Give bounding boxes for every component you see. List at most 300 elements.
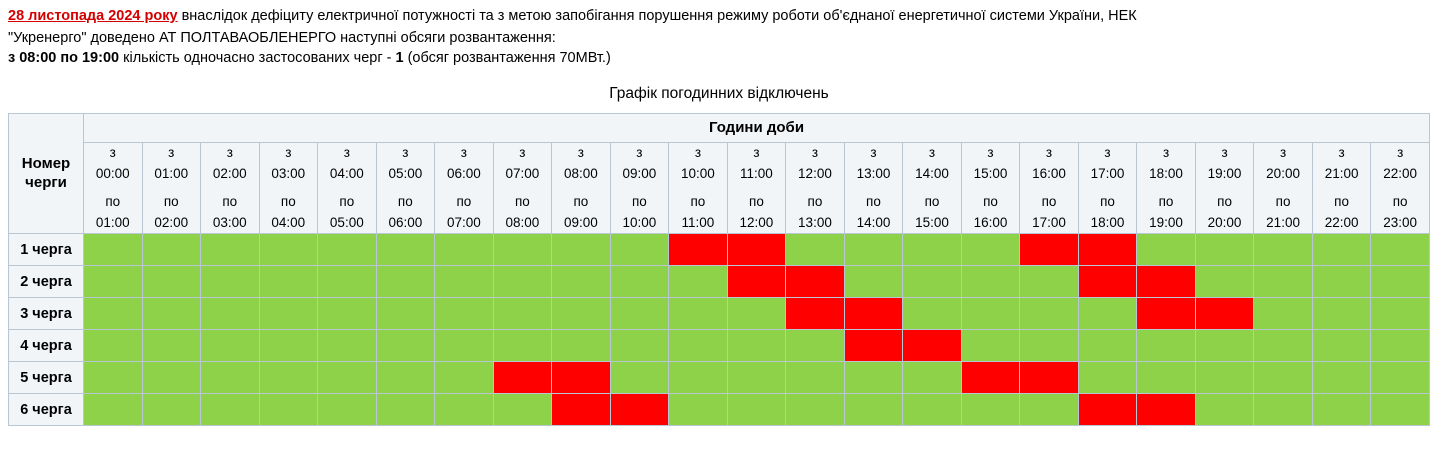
outage-cell-on [961,266,1020,298]
intro-line-1 [8,6,1430,27]
hour-header-gap [1079,185,1137,192]
hour-from-value: 16:00 [1032,165,1066,181]
hour-header-gap [435,185,493,192]
outage-cell-off [844,298,903,330]
hour-from-prefix: з [460,144,467,160]
hour-to-prefix: по [280,193,296,209]
hour-to-value: 19:00 [1149,214,1183,230]
hour-column-header [1312,142,1371,234]
outage-cell-off [844,330,903,362]
hour-header-gap [1254,185,1312,192]
queue-row-label: 1 черга [9,234,84,266]
hour-to-value: 03:00 [212,214,247,230]
outage-cell-on [435,330,494,362]
hour-from-value: 12:00 [798,165,832,181]
queue-header-cell [9,113,84,234]
outage-cell-off [552,394,611,426]
outage-cell-on [961,330,1020,362]
outage-cell-on [844,234,903,266]
outage-cell-on [669,266,728,298]
outage-cell-on [786,362,845,394]
hour-to-value: 09:00 [563,214,598,230]
hour-to-value: 02:00 [154,214,189,230]
outage-cell-off [1078,234,1137,266]
outage-cell-on [493,298,552,330]
hour-from-prefix: з [1338,144,1345,160]
intro-date: 28 листопада 2024 року [8,8,178,24]
outage-cell-on [201,394,260,426]
hour-column-header [610,142,669,234]
outage-cell-off [727,266,786,298]
outage-cell-on [844,394,903,426]
hour-header-gap [845,185,903,192]
hours-header-row [9,113,1430,142]
outage-cell-on [435,362,494,394]
outage-cell-on [1254,234,1313,266]
outage-cell-on [84,330,143,362]
hour-from-value: 07:00 [505,165,540,181]
outage-cell-on [1371,298,1430,330]
hour-from-prefix: з [1104,144,1111,160]
schedule-table [8,113,1430,427]
hour-to-prefix: по [222,193,238,209]
outage-cell-on [786,394,845,426]
outage-cell-on [1195,394,1254,426]
hour-column-header [961,142,1020,234]
queue-row-label: 4 черга [9,330,84,362]
hour-column-header [142,142,201,234]
hour-header-gap [611,185,669,192]
outage-cell-on [376,330,435,362]
hour-column-header [435,142,494,234]
hour-from-value: 06:00 [446,165,481,181]
table-row [9,234,1430,266]
intro-line-1-rest: внаслідок дефіциту електричної потужності та з метою запобігання порушення режиму роботи об'єднаної енергетичної системи України, НЕК [177,8,1137,24]
outage-cell-on [84,266,143,298]
hour-from-prefix: з [928,144,936,160]
schedule-table-body [9,234,1430,426]
hour-from-prefix: з [753,144,760,160]
hour-from-value: 10:00 [681,165,715,181]
hour-to-value: 15:00 [915,214,949,230]
outage-cell-off [786,266,845,298]
hour-to-value: 16:00 [973,214,1008,230]
intro-line-3-mid: кількість одночасно застосованих черг - [119,50,396,67]
hour-from-prefix: з [402,144,409,160]
outage-cell-on [727,298,786,330]
queue-row-label: 6 черга [9,394,84,426]
hour-to-prefix: по [456,193,472,209]
hour-from-prefix: з [694,144,702,160]
outage-cell-on [318,362,377,394]
hour-from-value: 08:00 [563,165,598,181]
hour-from-value: 03:00 [271,165,306,181]
hour-header-gap [260,185,318,192]
outage-cell-on [1254,298,1313,330]
hour-to-prefix: по [573,193,589,209]
table-row [9,394,1430,426]
hour-header-gap [552,185,610,192]
outage-cell-on [435,394,494,426]
hour-header-gap [1020,185,1078,192]
outage-cell-on [552,298,611,330]
outage-cell-on [552,330,611,362]
hour-from-value: 14:00 [915,165,949,181]
outage-cell-on [552,234,611,266]
outage-cell-on [142,362,201,394]
hour-header-gap [728,185,786,192]
outage-cell-on [376,298,435,330]
hour-from-prefix: з [870,144,877,160]
outage-cell-on [142,266,201,298]
outage-cell-on [259,298,318,330]
outage-cell-on [1020,394,1079,426]
hour-from-prefix: з [1045,144,1053,160]
hour-from-prefix: з [1221,144,1228,160]
hour-from-value: 17:00 [1090,165,1125,181]
hour-to-value: 20:00 [1207,214,1242,230]
outage-cell-on [1371,394,1430,426]
outage-cell-on [669,330,728,362]
outage-cell-on [961,394,1020,426]
outage-cell-on [142,330,201,362]
outage-cell-off [610,394,669,426]
hour-to-value: 11:00 [681,214,715,230]
hour-header-gap [1137,185,1195,192]
outage-cell-on [84,394,143,426]
hour-column-header [786,142,845,234]
hour-to-value: 17:00 [1032,214,1066,230]
hour-from-value: 19:00 [1207,165,1242,181]
intro-time-range: з 08:00 по 19:00 [8,50,120,67]
hour-header-gap [143,185,201,192]
hour-to-value: 18:00 [1090,214,1125,230]
outage-cell-on [493,330,552,362]
hour-column-header [1195,142,1254,234]
hour-column-header [844,142,903,234]
hour-from-prefix: з [1279,144,1287,160]
hour-to-prefix: по [339,193,355,209]
outage-cell-off [669,234,728,266]
outage-cell-on [1312,330,1371,362]
outage-cell-on [259,394,318,426]
outage-cell-off [1137,266,1196,298]
hour-to-value: 23:00 [1383,214,1418,230]
outage-cell-on [201,234,260,266]
outage-cell-off [961,362,1020,394]
hour-header-gap [669,185,727,192]
outage-cell-on [903,362,962,394]
table-row [9,330,1430,362]
outage-cell-on [844,266,903,298]
table-row [9,362,1430,394]
hour-from-value: 00:00 [95,165,130,181]
schedule-table-wrapper [0,113,1438,427]
schedule-table-head [9,113,1430,234]
outage-cell-on [435,266,494,298]
hour-header-gap [1196,185,1254,192]
outage-cell-on [493,234,552,266]
hour-to-value: 10:00 [622,214,657,230]
hour-from-prefix: з [168,144,175,160]
outage-cell-on [1312,362,1371,394]
outage-cell-on [610,362,669,394]
hour-from-value: 18:00 [1149,165,1183,181]
outage-cell-on [552,266,611,298]
hour-column-header [84,142,143,234]
outage-cell-on [142,234,201,266]
outage-cell-on [1195,330,1254,362]
outage-cell-on [1312,234,1371,266]
hour-column-header [727,142,786,234]
hour-to-prefix: по [1100,193,1115,209]
outage-cell-on [376,362,435,394]
hour-column-header [669,142,728,234]
outage-cell-on [318,330,377,362]
outage-cell-on [318,394,377,426]
hour-from-prefix: з [577,144,584,160]
hour-to-prefix: по [105,193,121,209]
hour-column-header [376,142,435,234]
hour-to-value: 22:00 [1324,214,1359,230]
hour-column-header [1078,142,1137,234]
hour-to-prefix: по [1275,193,1291,209]
outage-cell-on [727,330,786,362]
hour-header-gap [903,185,961,192]
outage-cell-off [786,298,845,330]
hour-to-value: 07:00 [446,214,481,230]
hour-to-prefix: по [631,193,647,209]
hour-to-prefix: по [690,193,706,209]
hour-to-prefix: по [807,193,823,209]
outage-cell-on [1020,298,1079,330]
hour-column-header [493,142,552,234]
outage-cell-on [669,298,728,330]
table-row [9,266,1430,298]
hour-from-value: 15:00 [973,165,1008,181]
outage-cell-off [493,362,552,394]
intro-line-3 [8,48,1430,69]
outage-cell-on [435,298,494,330]
outage-cell-on [318,266,377,298]
outage-cell-on [201,298,260,330]
outage-cell-on [259,362,318,394]
hour-to-prefix: по [514,193,530,209]
hour-to-prefix: по [983,193,998,209]
hour-header-gap [494,185,552,192]
outage-cell-off [1020,362,1079,394]
hour-column-header [1371,142,1430,234]
outage-cell-on [142,394,201,426]
outage-cell-on [669,394,728,426]
outage-cell-on [1312,394,1371,426]
outage-cell-on [259,234,318,266]
hour-column-header [259,142,318,234]
hour-to-prefix: по [1334,193,1349,209]
outage-cell-on [84,298,143,330]
intro-queue-count: 1 [395,50,404,67]
outage-cell-on [1254,394,1313,426]
outage-cell-on [376,234,435,266]
outage-cell-on [1020,266,1079,298]
outage-cell-on [903,266,962,298]
hour-from-prefix: з [109,144,116,160]
hour-column-header [1137,142,1196,234]
hour-to-prefix: по [866,193,881,209]
outage-cell-on [1371,266,1430,298]
outage-cell-on [1137,234,1196,266]
hour-from-value: 22:00 [1383,165,1418,181]
hour-from-prefix: з [987,144,994,160]
outage-cell-on [1312,298,1371,330]
hour-column-header [1020,142,1079,234]
outage-cell-on [1078,330,1137,362]
hour-from-prefix: з [1397,144,1404,160]
hour-header-gap [1371,185,1429,192]
queue-row-label: 5 черга [9,362,84,394]
outage-cell-on [201,266,260,298]
hour-from-value: 09:00 [622,165,657,181]
hour-to-prefix: по [163,193,179,209]
outage-cell-on [84,362,143,394]
outage-cell-on [1195,234,1254,266]
outage-cell-off [1078,266,1137,298]
outage-cell-on [142,298,201,330]
intro-line-3-end: (обсяг розвантаження 70МВт.) [403,50,611,67]
outage-cell-on [1020,330,1079,362]
hour-to-value: 14:00 [856,214,891,230]
hour-header-gap [962,185,1020,192]
outage-cell-off [1137,298,1196,330]
hour-header-gap [318,185,376,192]
outage-cell-on [201,362,260,394]
outage-cell-on [903,234,962,266]
outage-cell-on [786,234,845,266]
hour-from-prefix: з [226,144,233,160]
outage-cell-on [259,330,318,362]
queue-header-line2: черги [25,173,67,191]
hour-from-prefix: з [519,144,526,160]
hour-from-value: 04:00 [329,165,364,181]
hour-header-gap [786,185,844,192]
outage-cell-on [1254,266,1313,298]
outage-cell-on [903,394,962,426]
outage-cell-on [1078,298,1137,330]
hour-from-value: 21:00 [1324,165,1359,181]
intro-line-2: "Укренерго" доведено АТ ПОЛТАВАОБЛЕНЕРГО наступні обсяги розвантаження: [8,29,556,46]
outage-cell-off [727,234,786,266]
outage-cell-on [610,298,669,330]
outage-cell-on [610,266,669,298]
hours-header-cell: Години доби [84,113,1430,142]
hour-to-value: 06:00 [388,214,423,230]
outage-cell-on [727,394,786,426]
outage-cell-off [552,362,611,394]
outage-cell-on [610,234,669,266]
outage-cell-off [1078,394,1137,426]
outage-cell-on [1254,330,1313,362]
outage-cell-on [1312,266,1371,298]
hour-column-header [201,142,260,234]
queue-row-label: 2 черга [9,266,84,298]
hour-to-prefix: по [749,193,764,209]
hour-to-value: 13:00 [798,214,832,230]
hour-to-value: 12:00 [739,214,774,230]
outage-cell-on [1137,330,1196,362]
outage-cell-on [493,394,552,426]
hour-from-value: 13:00 [856,165,891,181]
outage-cell-on [961,234,1020,266]
outage-cell-off [903,330,962,362]
hour-to-value: 21:00 [1266,214,1300,230]
hour-to-prefix: по [1217,193,1232,209]
hour-from-prefix: з [285,144,292,160]
hour-from-value: 01:00 [154,165,189,181]
intro-text [0,0,1438,69]
outage-cell-on [1195,266,1254,298]
outage-cell-on [1254,362,1313,394]
outage-cell-on [1195,362,1254,394]
outage-cell-on [727,362,786,394]
outage-cell-on [493,266,552,298]
hour-columns-row [9,142,1430,234]
outage-cell-on [201,330,260,362]
outage-cell-on [1371,362,1430,394]
outage-cell-on [669,362,728,394]
queue-header-line1: Номер [21,154,71,172]
outage-cell-off [1137,394,1196,426]
hour-to-value: 05:00 [329,214,364,230]
outage-cell-on [84,234,143,266]
hour-header-gap [84,185,142,192]
outage-cell-on [961,298,1020,330]
hour-from-prefix: з [1162,144,1170,160]
hour-to-prefix: по [924,193,940,209]
hour-column-header [552,142,611,234]
outage-cell-on [435,234,494,266]
hour-header-gap [1313,185,1371,192]
hour-from-prefix: з [343,144,350,160]
hour-to-value: 01:00 [95,214,130,230]
outage-cell-on [1078,362,1137,394]
outage-cell-on [1137,362,1196,394]
hour-header-gap [377,185,435,192]
outage-cell-on [318,234,377,266]
outage-cell-on [376,266,435,298]
outage-cell-on [1371,330,1430,362]
hour-from-value: 20:00 [1266,165,1300,181]
outage-cell-off [1020,234,1079,266]
hour-to-prefix: по [397,193,413,209]
hour-to-value: 04:00 [271,214,306,230]
hour-from-value: 05:00 [388,165,423,181]
hour-from-prefix: з [636,144,643,160]
hour-from-value: 02:00 [212,165,247,181]
outage-cell-on [903,298,962,330]
outage-cell-on [610,330,669,362]
outage-cell-off [1195,298,1254,330]
hour-to-value: 08:00 [505,214,540,230]
hour-to-prefix: по [1041,193,1057,209]
chart-title: Графік погодинних відключень [609,84,829,102]
outage-cell-on [844,362,903,394]
hour-column-header [318,142,377,234]
queue-row-label: 3 черга [9,298,84,330]
hour-from-value: 11:00 [740,165,773,181]
hour-column-header [1254,142,1313,234]
outage-cell-on [259,266,318,298]
hour-to-prefix: по [1158,193,1174,209]
